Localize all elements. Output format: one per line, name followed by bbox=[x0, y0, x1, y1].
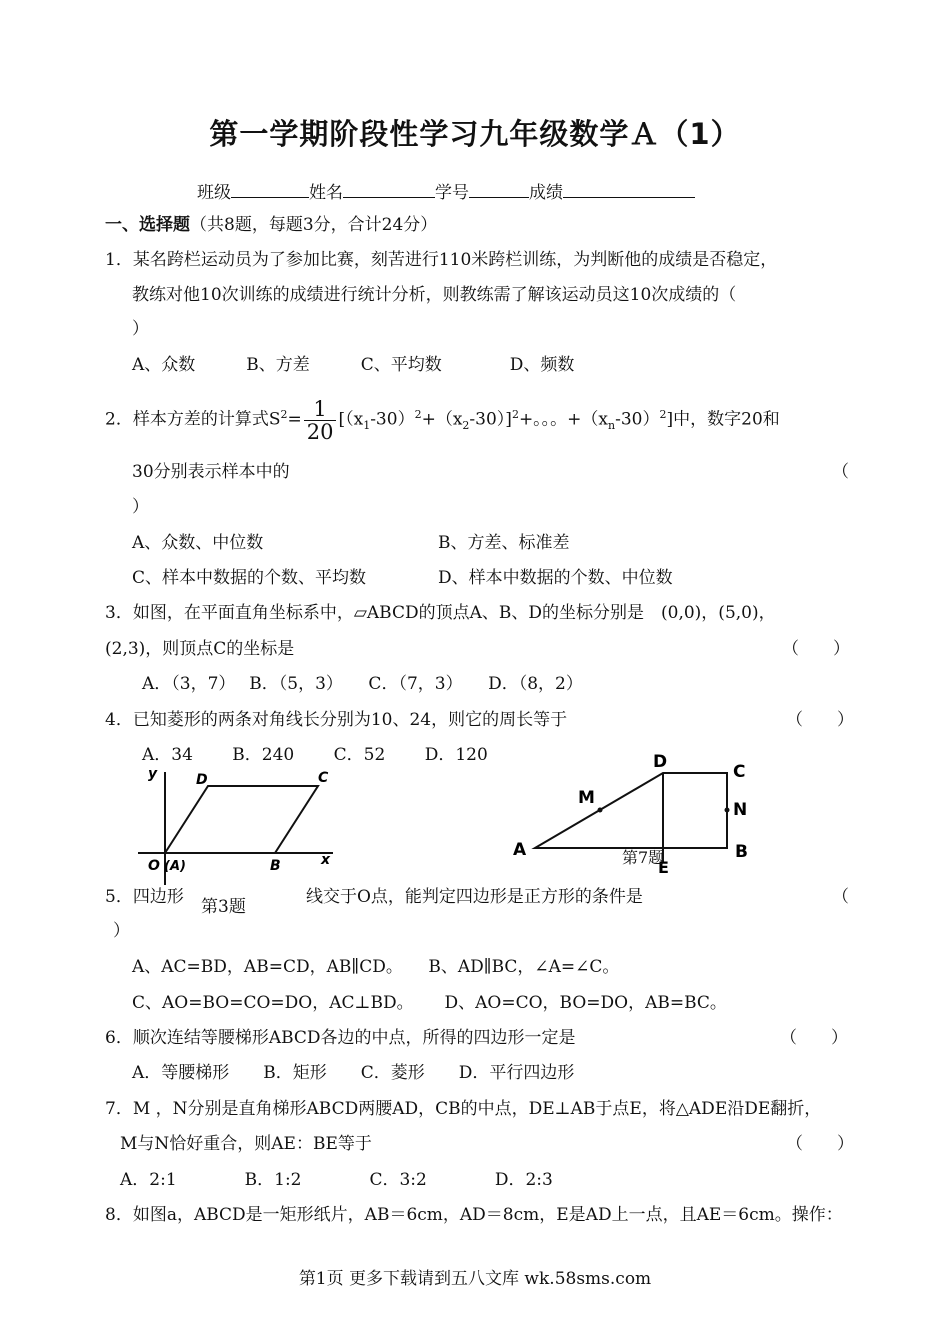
q1-line1: 1．某名跨栏运动员为了参加比赛，刻苦进行110米跨栏训练，为判断他的成绩是否稳定， bbox=[105, 250, 778, 270]
q1-line3: ） bbox=[132, 319, 149, 339]
q1-options: A、众数 B、方差 C、平均数 D、频数 bbox=[132, 355, 575, 375]
label-b: B bbox=[270, 858, 281, 874]
q2-line3: ） bbox=[132, 497, 149, 517]
q2-line1: 2．样本方差的计算式$S^2=$ $\frac{1}{20}$ $[(x_1-30)^2+(x_2-30)]^2+$。。。$+(x_n-30)^2$]中，数字20和 bbox=[105, 396, 780, 444]
page-title: 第一学期阶段性学习九年级数学Ａ（1） bbox=[209, 117, 741, 151]
name-blank[interactable] bbox=[343, 181, 435, 198]
q6-options: A．等腰梯形 B．矩形 C．菱形 D．平行四边形 bbox=[132, 1063, 575, 1083]
id-label: 学号 bbox=[435, 183, 469, 203]
q5-paren-open: （ bbox=[832, 887, 849, 907]
caption-fig7: 第7题 bbox=[622, 848, 665, 867]
q1-line2: 教练对他10次训练的成绩进行统计分析，则教练需了解该运动员这10次成绩的（ bbox=[132, 285, 737, 305]
q5-line1a: 5．四边形 bbox=[105, 887, 184, 907]
q3-options: A．（3，7） B．（5，3） C．（7，3） D．（8，2） bbox=[142, 674, 583, 694]
label-y: y bbox=[148, 766, 158, 782]
label-b: B bbox=[735, 842, 748, 862]
section-heading bbox=[105, 210, 437, 235]
label-a: (A) bbox=[164, 859, 186, 874]
q2-option-d: D、样本中数据的个数、中位数 bbox=[438, 568, 673, 588]
point-n bbox=[725, 808, 730, 813]
student-info-line bbox=[197, 178, 695, 203]
q7-line2: M与N恰好重合，则AE：BE等于 bbox=[120, 1134, 372, 1154]
label-d: D bbox=[196, 772, 208, 788]
q5-line1b: 线交于O点，能判定四边形是正方形的条件是 bbox=[306, 887, 643, 907]
q2-option-b: B、方差、标准差 bbox=[438, 533, 570, 553]
page-footer: 第1页 更多下载请到五八文库 wk.58sms.com bbox=[298, 1269, 652, 1289]
q3-line2: (2,3)，则顶点C的坐标是 bbox=[105, 639, 295, 659]
label-e: E bbox=[658, 858, 669, 875]
q2-paren-open: （ bbox=[832, 462, 849, 482]
q4-paren: （ ） bbox=[786, 710, 854, 730]
q2-option-a: A、众数、中位数 bbox=[132, 533, 264, 553]
q5-options-1: A、AC=BD，AB=CD，AB∥CD。 B、AD∥BC，∠A=∠C。 bbox=[132, 957, 620, 977]
figure-7 bbox=[505, 745, 765, 875]
class-label: 班级 bbox=[197, 183, 231, 203]
label-n: N bbox=[733, 800, 748, 820]
q3-paren: （ ） bbox=[782, 639, 850, 659]
q6-line1: 6．顺次连结等腰梯形ABCD各边的中点，所得的四边形一定是 bbox=[105, 1028, 576, 1048]
class-blank[interactable] bbox=[231, 181, 309, 198]
label-o: O bbox=[148, 858, 160, 874]
point-m bbox=[598, 808, 603, 813]
label-m: M bbox=[578, 788, 595, 808]
q4-line1: 4．已知菱形的两条对角线长分别为10、24，则它的周长等于 bbox=[105, 710, 568, 730]
score-label: 成绩 bbox=[529, 183, 563, 203]
q5-options-2: C、AO=BO=CO=DO，AC⊥BD。 D、AO=CO，BO=DO，AB=BC。 bbox=[132, 993, 727, 1013]
q3-line1: 3．如图，在平面直角坐标系中，▱ABCD的顶点A、B、D的坐标分别是 (0,0)，(5,0)， bbox=[105, 603, 776, 623]
q7-paren: （ ） bbox=[786, 1134, 854, 1154]
label-d: D bbox=[653, 752, 668, 772]
q2-line2: 30分别表示样本中的 bbox=[132, 462, 290, 482]
q7-options: A．2:1 B．1:2 C．3:2 D．2:3 bbox=[120, 1170, 553, 1190]
name-label: 姓名 bbox=[309, 183, 343, 203]
section-note: （共8题，每题3分，合计24分） bbox=[190, 215, 438, 235]
q6-paren: （ ） bbox=[780, 1028, 848, 1048]
q5-line2: ） bbox=[113, 921, 130, 941]
label-x: x bbox=[321, 852, 331, 868]
label-c: C bbox=[733, 762, 746, 782]
q2-option-c: C、样本中数据的个数、平均数 bbox=[132, 568, 367, 588]
trapezoid-abcd bbox=[535, 773, 727, 848]
fraction: $\frac{1}{20}$ bbox=[304, 398, 337, 443]
parallelogram-abcd bbox=[165, 786, 318, 853]
q8-line1: 8．如图a，ABCD是一矩形纸片，AB＝6cm，AD＝8cm，E是AD上一点，且AE＝6cm。操作： bbox=[105, 1205, 843, 1225]
q7-line1: 7．M ，N分别是直角梯形ABCD两腰AD，CB的中点，DE⊥AB于点E，将△ADE沿DE翻折， bbox=[105, 1099, 822, 1119]
score-blank[interactable] bbox=[563, 181, 695, 198]
caption-fig3: 第3题 bbox=[199, 892, 248, 917]
q4-options: A．34 B．240 C．52 D．120 bbox=[142, 745, 488, 765]
section-title: 一、选择题 bbox=[105, 215, 190, 235]
id-blank[interactable] bbox=[469, 181, 529, 198]
label-c: C bbox=[318, 770, 329, 786]
label-a: A bbox=[513, 840, 527, 860]
